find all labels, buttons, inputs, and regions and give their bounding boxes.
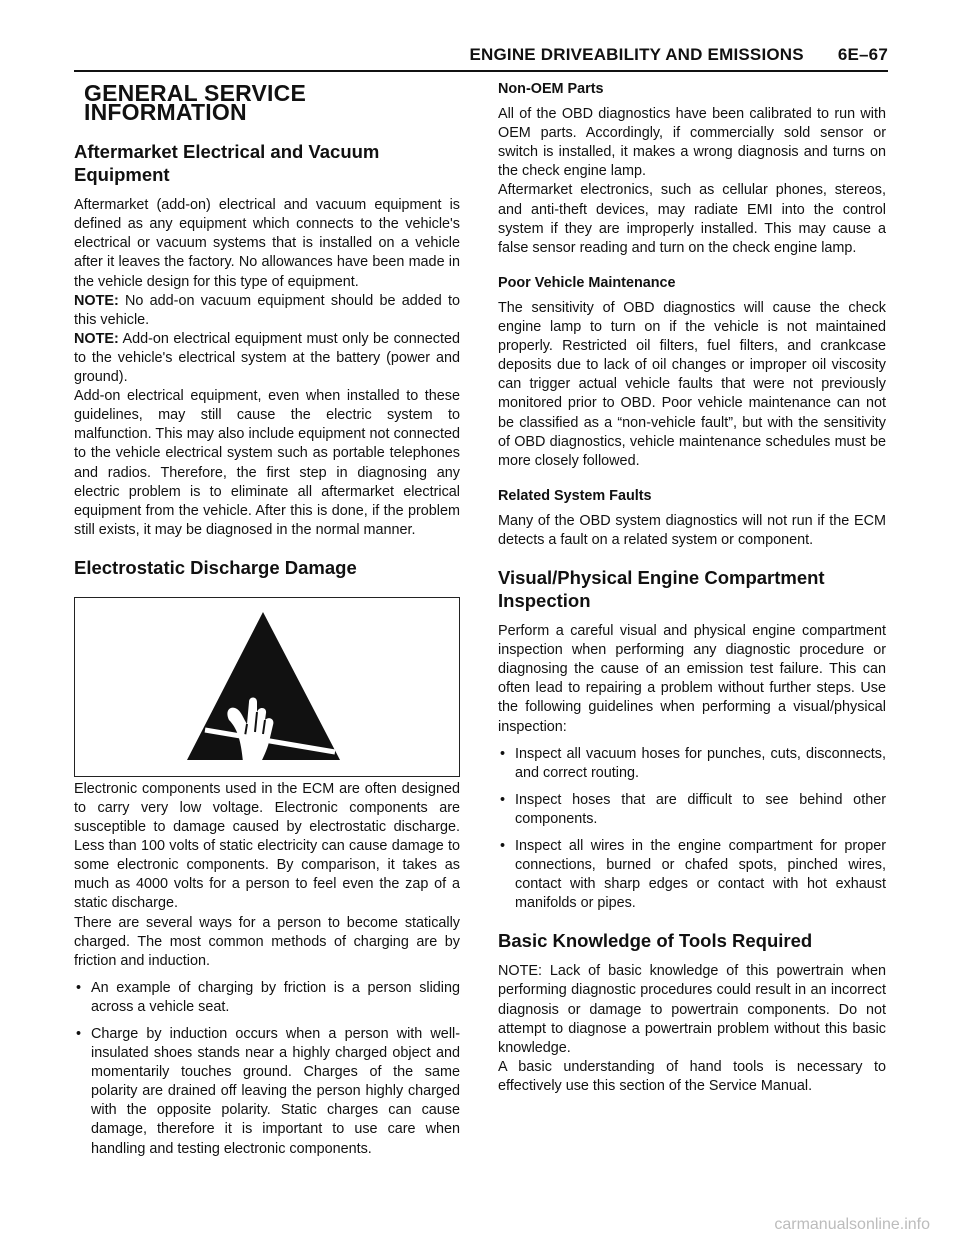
page-title: GENERAL SERVICE INFORMATION	[84, 80, 306, 126]
poor-maintenance-paragraph: The sensitivity of OBD diagnostics will cause the check engine lamp to turn on if the vehicle is not maintained properly. Restricted oil filters, fuel filters, and crankcase deposits due to lack of oil changes or improper oil viscosity can trigger actual vehicle faults that were not previously monitored prior to OBD. Poor vehicle maintenance can not be classified as a “non-vehicle fault”, but with the sensitivity of OBD diagnostics, vehicle maintenance schedules must be more closely followed.	[498, 299, 886, 469]
inspection-heading: Visual/Physical Engine Compartment Inspection	[498, 567, 825, 612]
esd-warning-figure	[74, 597, 460, 777]
note-electrical	[74, 330, 460, 387]
aftermarket-heading: Aftermarket Electrical and Vacuum Equipment	[74, 141, 380, 186]
esd-charging-paragraph: There are several ways for a person to become statically charged. The most common methods of charging are by friction and induction.	[74, 914, 460, 969]
right-column	[498, 80, 886, 1096]
left-column	[74, 80, 460, 1167]
esd-warning-icon	[185, 612, 345, 762]
inspection-paragraph: Perform a careful visual and physical engine compartment inspection when performing any diagnostic procedure or diagnosing the cause of an emission test failure. This can often lead to repairing a problem without further steps. Use the following guidelines when performing a visual/physical inspection:	[498, 623, 886, 735]
section-title: ENGINE DRIVEABILITY AND EMISSIONS	[469, 45, 804, 64]
note-vacuum	[74, 292, 460, 330]
poor-maintenance-heading: Poor Vehicle Maintenance	[498, 274, 676, 291]
note-text: Add-on electrical equipment must only be connected to the vehicle's electrical system at the battery (power and ground).	[74, 330, 460, 386]
list-item: • Inspect all wires in the engine compartment for proper connections, burned or chafed spots, pinched wires, contact with sharp edges or contact with hot exhaust manifolds or pipes.	[498, 837, 886, 913]
list-item: • Charge by induction occurs when a person with well-insulated shoes stands near a highly charged object and momentarily touches ground. Charges of the same polarity are drained off leaving the person highly charged with the opposite polarity. Static charges can cause damage, therefore it is important to use care when handling and testing electronic components.	[74, 1025, 460, 1159]
aftermarket-paragraph: Aftermarket (add-on) electrical and vacuum equipment is defined as any equipment which connects to the vehicle's electrical or vacuum systems that is installed on a vehicle after it leaves the factory. No allowances have been made in the vehicle design for this type of equipment.	[74, 197, 460, 290]
note-text: No add-on vacuum equipment should be added to this vehicle.	[74, 292, 460, 328]
inspection-bullet-list	[498, 745, 886, 914]
note-label: NOTE:	[74, 330, 119, 347]
related-faults-paragraph: Many of the OBD system diagnostics will not run if the ECM detects a fault on a related system or component.	[498, 512, 886, 548]
esd-bullet-list	[74, 979, 460, 1159]
page-header	[74, 40, 888, 72]
non-oem-emi-paragraph: Aftermarket electronics, such as cellular phones, stereos, and anti-theft devices, may radiate EMI into the control system if they are improperly installed. This may cause a false sensor reading and turn on the check engine lamp.	[498, 182, 886, 256]
addon-paragraph: Add-on electrical equipment, even when installed to these guidelines, may still cause the electric system to malfunction. This may also include equipment not connected to the vehicle electrical system such as portable telephones and radios. Therefore, the first step in diagnosing any electric problem is to eliminate all aftermarket electrical equipment from the vehicle. After this is done, if the problem still exists, it may be diagnosed in the normal manner.	[74, 388, 460, 538]
non-oem-paragraph: All of the OBD diagnostics have been calibrated to run with OEM parts. Accordingly, if commercially sold sensor or switch is installed, it makes a wrong diagnosis and turns on the check engine lamp.	[498, 106, 886, 180]
tools-paragraph: A basic understanding of hand tools is necessary to effectively use this section of the Service Manual.	[498, 1058, 886, 1094]
note-label: NOTE:	[74, 292, 119, 309]
esd-paragraph: Electronic components used in the ECM are often designed to carry very low voltage. Electronic components are susceptible to damage caused by electrostatic discharge. Less than 100 volts of static electricity can cause damage to some electronic components. By comparison, it takes as much as 4000 volts for a person to feel even the zap of a static discharge.	[74, 780, 460, 912]
list-item: • An example of charging by friction is a person sliding across a vehicle seat.	[74, 979, 460, 1017]
esd-heading: Electrostatic Discharge Damage	[74, 556, 357, 578]
list-item: • Inspect all vacuum hoses for punches, cuts, disconnects, and correct routing.	[498, 745, 886, 783]
list-item: • Inspect hoses that are difficult to see behind other components.	[498, 791, 886, 829]
page-number: 6E–67	[837, 45, 888, 64]
tools-heading: Basic Knowledge of Tools Required	[498, 930, 813, 952]
non-oem-heading: Non-OEM Parts	[498, 81, 604, 97]
related-faults-heading: Related System Faults	[498, 487, 652, 504]
tools-note-paragraph: NOTE: Lack of basic knowledge of this powertrain when performing diagnostic procedures could result in an incorrect diagnosis or damage to powertrain components. Do not attempt to diagnose a powertrain problem without this basic knowledge.	[498, 963, 886, 1056]
watermark: carmanualsonline.info	[774, 1216, 930, 1233]
